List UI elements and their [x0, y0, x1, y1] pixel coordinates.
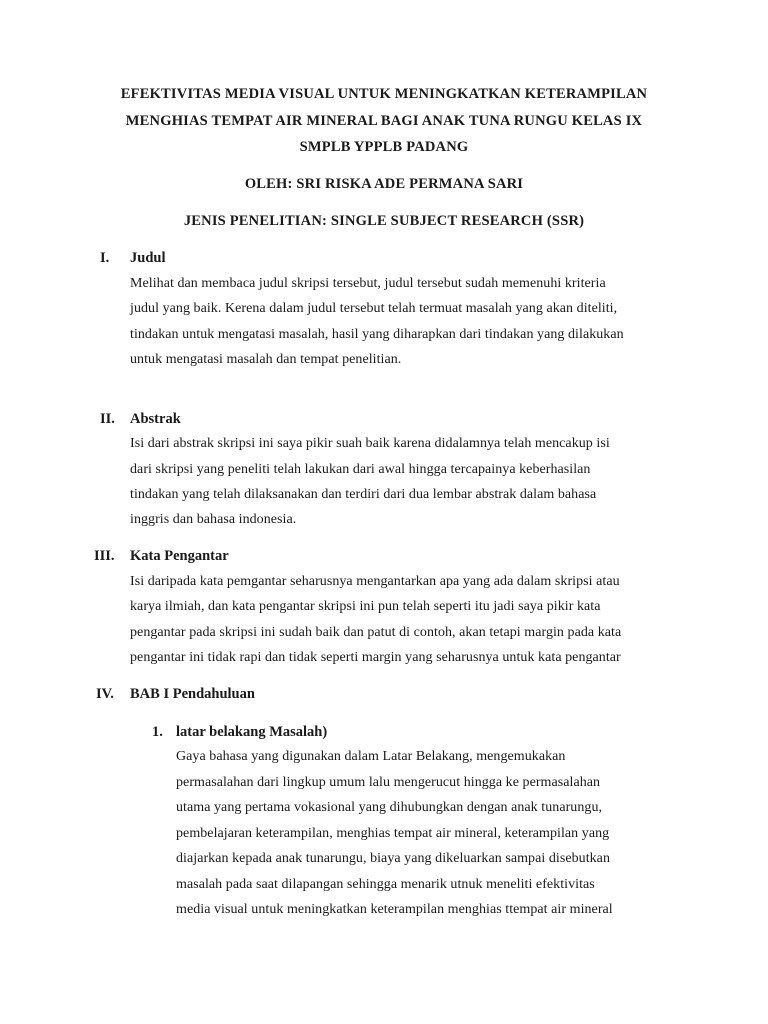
subsection-1-number: 1. — [152, 724, 163, 740]
section-4-number: IV. — [96, 686, 114, 702]
subsection-1-line: masalah pada saat dilapangan sehingga menarik utnuk meneliti efektivitas — [176, 877, 595, 892]
subsection-1-line: diajarkan kepada anak tunarungu, biaya yang dikeluarkan sampai disebutkan — [176, 851, 610, 866]
section-3-heading: Kata Pengantar — [130, 548, 229, 564]
section-4-heading: BAB I Pendahuluan — [130, 686, 255, 702]
section-2-line: dari skripsi yang peneliti telah lakukan dari awal hingga tercapainya keberhasilan — [130, 462, 591, 477]
section-2-line: tindakan yang telah dilaksanakan dan terdiri dari dua lembar abstrak dalam bahasa — [130, 487, 597, 502]
section-2-number: II. — [100, 411, 115, 427]
subsection-1-line: pembelajaran keterampilan, menghias tempat air mineral, keterampilan yang — [176, 826, 610, 841]
section-1-line: untuk mengatasi masalah dan tempat penelitian. — [130, 352, 402, 367]
section-2-line: inggris dan bahasa indonesia. — [130, 512, 297, 527]
section-1-line: tindakan untuk mengatasi masalah, hasil yang diharapkan dari tindakan yang dilakukan — [130, 327, 624, 342]
research-type-line: JENIS PENELITIAN: SINGLE SUBJECT RESEARCH (SSR) — [183, 213, 585, 229]
section-1-heading: Judul — [130, 250, 166, 266]
title-line-2: MENGHIAS TEMPAT AIR MINERAL BAGI ANAK TUNA RUNGU KELAS IX — [125, 113, 643, 129]
subsection-1-heading: latar belakang Masalah) — [176, 724, 328, 740]
subsection-1-line: permasalahan dari lingkup umum lalu mengerucut hingga ke permasalahan — [176, 775, 601, 790]
section-3-line: pengantar pada skripsi ini sudah baik dan patut di contoh, akan tetapi margin pada kata — [130, 625, 622, 640]
section-1-number: I. — [100, 250, 110, 266]
section-3-line: karya ilmiah, dan kata pengantar skripsi ini pun telah seperti itu jadi saya pikir kata — [130, 599, 601, 614]
author-line: OLEH: SRI RISKA ADE PERMANA SARI — [244, 176, 524, 192]
title-line-3: SMPLB YPPLB PADANG — [299, 139, 469, 155]
subsection-1-line: media visual untuk meningkatkan keterampilan menghias ttempat air mineral — [176, 902, 613, 917]
title-line-1: EFEKTIVITAS MEDIA VISUAL UNTUK MENINGKATKAN KETERAMPILAN — [120, 86, 648, 102]
document-title — [60, 86, 708, 156]
subsection-1-line: utama yang pertama vokasional yang dihubungkan dengan anak tunarungu, — [176, 800, 603, 815]
section-1-line: judul yang baik. Kerena dalam judul tersebut telah termuat masalah yang akan diteliti, — [130, 301, 618, 316]
section-3-line: pengantar ini tidak rapi dan tidak seperti margin yang seharusnya untuk kata pengantar — [130, 650, 621, 665]
section-2-heading: Abstrak — [130, 411, 181, 427]
subsection-1-line: Gaya bahasa yang digunakan dalam Latar Belakang, mengemukakan — [176, 749, 566, 764]
section-3-number: III. — [94, 548, 115, 564]
section-1-line: Melihat dan membaca judul skripsi tersebut, judul tersebut sudah memenuhi kriteria — [130, 276, 606, 291]
section-3-line: Isi daripada kata pemgantar seharusnya mengantarkan apa yang ada dalam skripsi atau — [130, 574, 620, 589]
section-2-line: Isi dari abstrak skripsi ini saya pikir suah baik karena didalamnya telah mencakup isi — [130, 436, 610, 451]
